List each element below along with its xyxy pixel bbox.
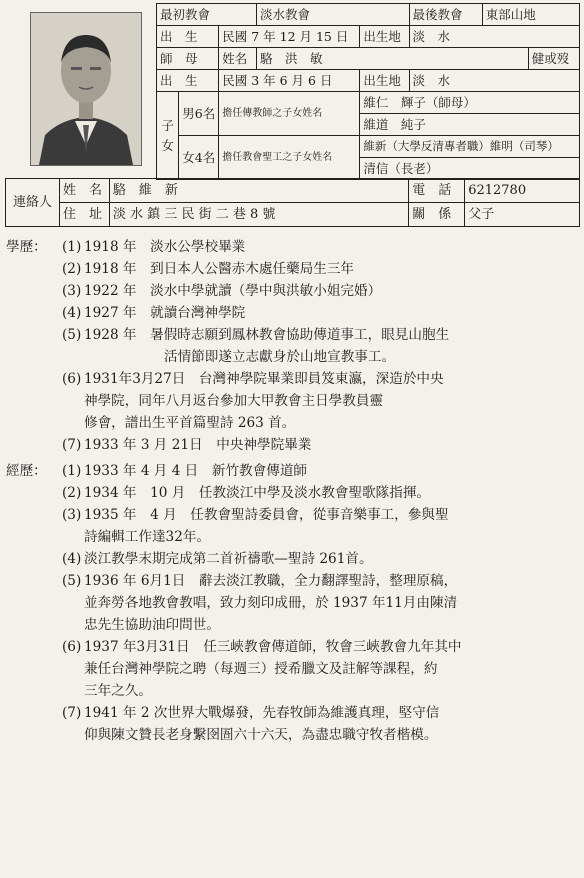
- address-value: 淡 水 鎮 三 民 街 二 巷 8 號: [109, 203, 408, 227]
- item-text: 1937 年3月31日 任三峽教會傳道師，牧會三峽教會九年其中: [84, 639, 462, 655]
- item-text: 1935 年 4 月 任教會聖詩委員會，從事音樂事工，參與聖: [84, 507, 449, 523]
- education-label: 學歷：: [6, 239, 47, 255]
- birth-label: 出 生: [157, 26, 219, 48]
- career-label: 經歷：: [6, 463, 47, 479]
- item-number: (3): [62, 283, 82, 299]
- contact-table: [5, 178, 580, 227]
- item-number: (1): [62, 239, 82, 255]
- item-number: (4): [62, 551, 82, 567]
- item-number: (3): [62, 507, 82, 523]
- item-number: (4): [62, 305, 82, 321]
- item-number: (7): [62, 705, 82, 721]
- sons-names-2: 維道 純子: [360, 114, 580, 136]
- item-continuation: 詩編輯工作達32年。: [84, 529, 211, 545]
- list-item: [62, 302, 578, 324]
- item-continuation: 三年之久。: [84, 683, 152, 699]
- phone-value: 6212780: [465, 179, 580, 203]
- wife-birthplace-label: 出生地: [360, 70, 409, 92]
- contact-name: 駱 維 新: [109, 179, 408, 203]
- education-section: [6, 236, 578, 456]
- biography-body: [6, 236, 578, 746]
- sons-names-1: 維仁 輝子（師母）: [360, 92, 580, 114]
- last-church-label: 最後教會: [409, 4, 482, 26]
- birth-date: 民國 7 年 12 月 15 日: [219, 26, 360, 48]
- first-church-value: 淡水教會: [256, 4, 409, 26]
- daughters-names-2: 清信（長老）: [360, 158, 580, 180]
- address-label: 住 址: [59, 203, 109, 227]
- item-text: 1918 年 到日本人公醫赤木處任藥局生三年: [84, 261, 355, 277]
- item-text: 1918 年 淡水公學校畢業: [84, 239, 246, 255]
- phone-label: 電 話: [409, 179, 465, 203]
- first-church-label: 最初教會: [157, 4, 257, 26]
- alive-or-deceased: 健或歿: [528, 48, 579, 70]
- sons-count: 男6名: [179, 92, 219, 136]
- item-number: (1): [62, 463, 82, 479]
- daughters-names-1: 維新（大學反清專者職）維明（司琴）: [360, 136, 580, 158]
- item-continuation: 仰與陳文贊長老身繫囹圄六十六天，為盡忠職守牧者楷模。: [84, 727, 438, 743]
- list-item: [62, 570, 578, 636]
- daughters-role: 擔任教會聖工之子女姓名: [219, 136, 360, 180]
- sons-role: 擔任傳教師之子女姓名: [219, 92, 360, 136]
- list-item: [62, 636, 578, 702]
- list-item: [62, 258, 578, 280]
- contact-label: 連絡人: [6, 179, 60, 227]
- item-text: 1927 年 就讀台灣神學院: [84, 305, 246, 321]
- item-number: (2): [62, 485, 82, 501]
- item-number: (5): [62, 573, 82, 589]
- children-label: 子女: [157, 92, 179, 180]
- wife-birthplace-value: 淡 水: [409, 70, 579, 92]
- item-text: 1922 年 淡水中學就讀（學中與洪敏小姐完婚）: [84, 283, 382, 299]
- item-text: 1933 年 4 月 4 日 新竹教會傳道師: [84, 463, 308, 479]
- item-continuation: 活情節即遂立志獻身於山地宣教事工。: [164, 349, 396, 365]
- item-text: 1931年3月27日 台灣神學院畢業即員笈東瀛，深造於中央: [84, 371, 444, 387]
- header-table: [156, 3, 580, 180]
- contact-name-label: 姓 名: [59, 179, 109, 203]
- item-number: (7): [62, 437, 82, 453]
- list-item: [62, 324, 578, 368]
- item-continuation: 神學院，同年八月返台參加大甲教會主日學教員靈: [84, 393, 384, 409]
- list-item: [62, 434, 578, 456]
- item-text: 1928 年 暑假時志願到鳳林教會協助傳道事工，眼見山胞生: [84, 327, 450, 343]
- birthplace-label: 出生地: [360, 26, 409, 48]
- last-church-value: 東部山地: [482, 4, 579, 26]
- wife-birth-label: 出 生: [157, 70, 219, 92]
- wife-name-label: 姓名: [219, 48, 257, 70]
- item-text: 1941 年 2 次世界大戰爆發，先春牧師為維護真理，堅守信: [84, 705, 440, 721]
- list-item: [62, 280, 578, 302]
- list-item: [62, 482, 578, 504]
- portrait-photo: [30, 12, 142, 166]
- wife-name: 駱 洪 敏: [256, 48, 528, 70]
- item-text: 淡江教學末期完成第二首祈禱歌—聖詩 261首。: [84, 551, 373, 567]
- item-continuation: 兼任台灣神學院之聘（每週三）授希臘文及註解等課程，約: [84, 661, 438, 677]
- item-number: (6): [62, 371, 82, 387]
- relation-value: 父子: [465, 203, 580, 227]
- item-number: (5): [62, 327, 82, 343]
- list-item: [62, 460, 578, 482]
- daughters-count: 女4名: [179, 136, 219, 180]
- item-text: 1934 年 10 月 任教淡江中學及淡水教會聖歌隊指揮。: [84, 485, 431, 501]
- list-item: [62, 504, 578, 548]
- item-continuation: 修會，譜出生平首篇聖詩 263 首。: [84, 415, 296, 431]
- item-text: 1933 年 3 月 21日 中央神學院畢業: [84, 437, 312, 453]
- item-continuation: 並奔勞各地教會教唱，致力刻印成冊，於 1937 年11月由陳清: [84, 595, 458, 611]
- birthplace-value: 淡 水: [409, 26, 579, 48]
- list-item: [62, 236, 578, 258]
- item-text: 1936 年 6月1日 辭去淡江教職，全力翻譯聖詩，整理原稿，: [84, 573, 458, 589]
- relation-label: 關 係: [409, 203, 465, 227]
- wife-birth-date: 民國 3 年 6 月 6 日: [219, 70, 360, 92]
- item-number: (6): [62, 639, 82, 655]
- list-item: [62, 548, 578, 570]
- career-section: [6, 460, 578, 746]
- item-number: (2): [62, 261, 82, 277]
- item-continuation: 忠先生協助油印問世。: [84, 617, 220, 633]
- portrait-image: [31, 13, 141, 165]
- list-item: [62, 702, 578, 746]
- list-item: [62, 368, 578, 434]
- wife-label: 師 母: [157, 48, 219, 70]
